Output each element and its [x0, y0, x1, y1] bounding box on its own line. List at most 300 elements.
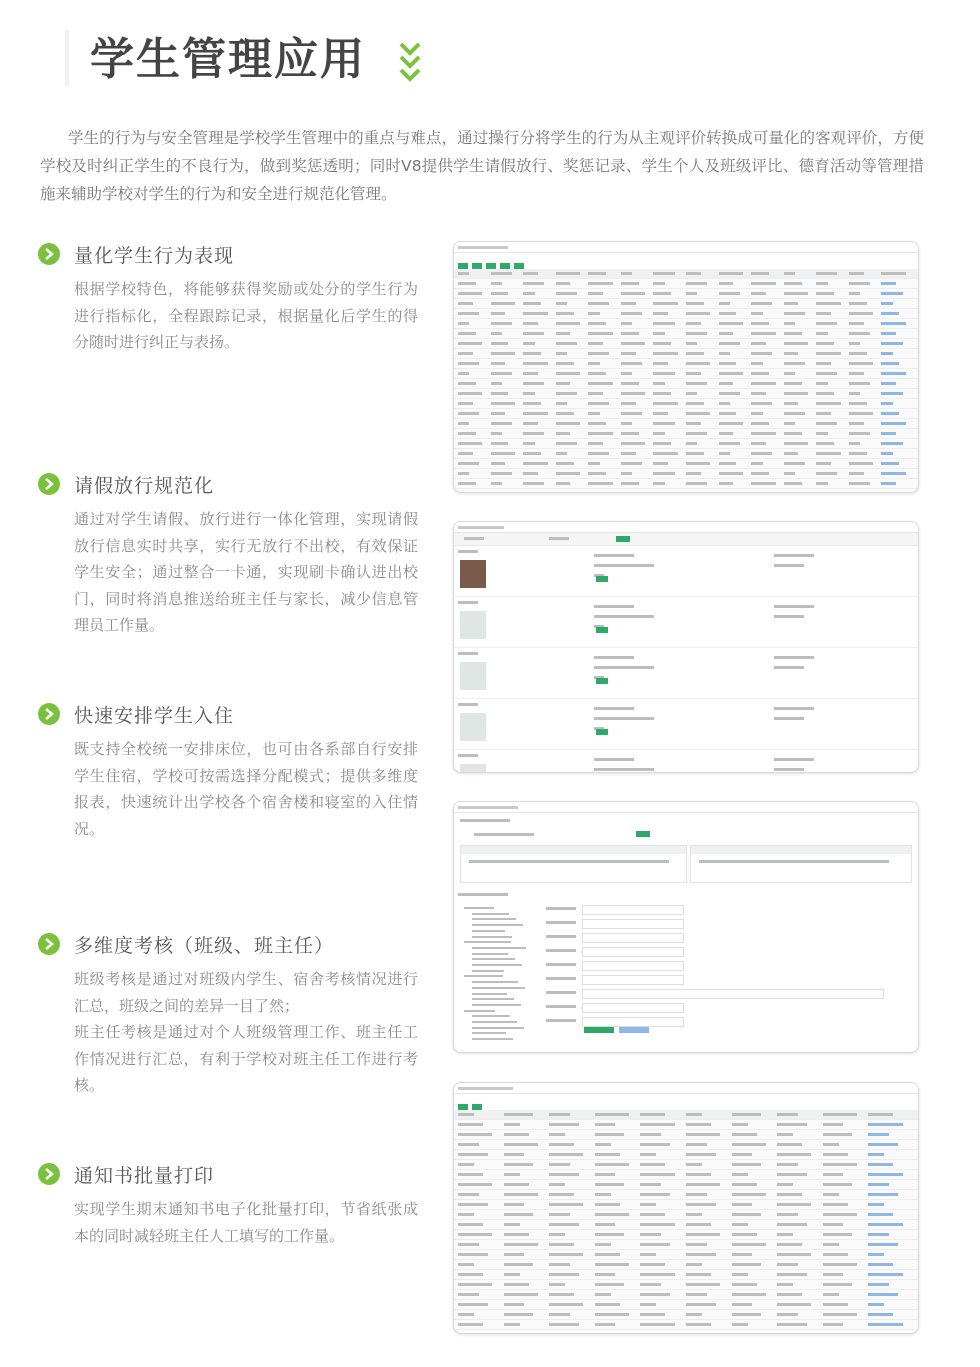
- table-cell: [458, 1223, 483, 1226]
- table-cell: [504, 1313, 534, 1316]
- table-cell: [784, 292, 808, 295]
- table-cell: [640, 1203, 656, 1206]
- double-chevron-down-icon: [398, 40, 422, 84]
- table-cell: [458, 1113, 474, 1116]
- table-row: [454, 439, 918, 449]
- leave-records: [454, 546, 918, 773]
- table-cell: [868, 1233, 889, 1236]
- table-cell: [640, 1273, 674, 1276]
- table-cell: [640, 1193, 670, 1196]
- table-cell: [504, 1213, 534, 1216]
- table-cell: [732, 1233, 757, 1236]
- table-cell: [640, 1143, 670, 1146]
- table-cell: [556, 462, 574, 465]
- tree-node: [472, 958, 515, 960]
- record-field: [774, 758, 814, 761]
- table-cell: [686, 352, 704, 355]
- table-cell: [504, 1293, 538, 1296]
- table-cell: [751, 392, 766, 395]
- table-cell: [868, 1293, 898, 1296]
- table-cell: [686, 442, 697, 445]
- table-cell: [751, 312, 762, 315]
- table-row: [454, 429, 918, 439]
- table-row: [454, 399, 918, 409]
- table-cell: [784, 412, 805, 415]
- form-input: [582, 1017, 684, 1027]
- table-cell: [784, 492, 808, 493]
- table-cell: [458, 492, 482, 493]
- table-cell: [849, 422, 864, 425]
- table-cell: [523, 442, 534, 445]
- table-cell: [686, 492, 697, 493]
- table-cell: [732, 1303, 753, 1306]
- table-cell: [549, 1253, 583, 1256]
- table-cell: [881, 432, 896, 435]
- record-field: [458, 703, 478, 706]
- table-cell: [686, 1113, 702, 1116]
- tree-node: [472, 1027, 524, 1029]
- form-panel: [542, 907, 902, 1047]
- table-cell: [653, 352, 677, 355]
- table-cell: [784, 422, 795, 425]
- table-cell: [595, 1113, 629, 1116]
- table-cell: [823, 1313, 857, 1316]
- table-row: [454, 479, 918, 489]
- table-cell: [868, 1143, 898, 1146]
- table-cell: [686, 1303, 716, 1306]
- table-cell: [595, 1253, 620, 1256]
- table-cell: [732, 1283, 757, 1286]
- table-cell: [523, 302, 541, 305]
- tree-node: [472, 1038, 513, 1040]
- table-cell: [653, 412, 668, 415]
- table-cell: [849, 482, 870, 485]
- table-cell: [868, 1303, 884, 1306]
- table-cell: [588, 352, 609, 355]
- table-cell: [504, 1183, 529, 1186]
- table-cell: [504, 1123, 520, 1126]
- form-label: [546, 949, 576, 952]
- feature-multi-assessment: [38, 930, 418, 1099]
- table-cell: [849, 332, 870, 335]
- table-cell: [523, 352, 541, 355]
- table-cell: [556, 362, 574, 365]
- table-cell: [491, 352, 515, 355]
- table-cell: [751, 442, 766, 445]
- table-cell: [719, 492, 740, 493]
- table-row: [454, 389, 918, 399]
- table-cell: [640, 1303, 656, 1306]
- table-cell: [458, 462, 479, 465]
- table-cell: [549, 1173, 579, 1176]
- tree-node: [472, 987, 525, 989]
- table-cell: [823, 1123, 844, 1126]
- feature-title: 通知书批量打印: [74, 1164, 215, 1187]
- table-row: [454, 449, 918, 459]
- table-cell: [816, 402, 840, 405]
- table-cell: [816, 282, 827, 285]
- table-row: [454, 289, 918, 299]
- form-label: [546, 921, 576, 924]
- table-row: [454, 1160, 918, 1170]
- table-cell: [732, 1183, 757, 1186]
- table-cell: [458, 1163, 474, 1166]
- table-row: [454, 1290, 918, 1300]
- table-cell: [777, 1323, 807, 1326]
- table-cell: [823, 1163, 857, 1166]
- mini-table: [454, 269, 918, 493]
- feature-desc: 通过对学生请假、放行进行一体化管理，实现请假放行信息实时共享，实行无放行不出校，有效保证学生安全；通过整合一卡通，实现刷卡确认进出校门，同时将消息推送给班主任与家长，减少信息管理员工作量。: [74, 510, 418, 634]
- record-field: [594, 615, 654, 618]
- table-cell: [458, 452, 473, 455]
- table-cell: [653, 492, 671, 493]
- table-cell: [849, 342, 860, 345]
- table-row: [454, 339, 918, 349]
- table-cell: [777, 1133, 793, 1136]
- table-cell: [732, 1213, 762, 1216]
- table-cell: [732, 1253, 753, 1256]
- table-cell: [881, 322, 905, 325]
- table-cell: [640, 1313, 665, 1316]
- table-cell: [816, 332, 827, 335]
- record-field: [774, 554, 814, 557]
- table-cell: [549, 1193, 574, 1196]
- table-cell: [784, 372, 795, 375]
- table-cell: [816, 482, 827, 485]
- table-cell: [491, 272, 512, 275]
- table-cell: [549, 1163, 570, 1166]
- table-cell: [504, 1203, 525, 1206]
- table-cell: [686, 342, 697, 345]
- table-cell: [621, 492, 645, 493]
- table-cell: [881, 462, 899, 465]
- table-row: [454, 1140, 918, 1150]
- table-cell: [595, 1143, 611, 1146]
- student-photo: [460, 662, 486, 690]
- table-cell: [751, 372, 769, 375]
- table-cell: [751, 492, 766, 493]
- table-cell: [549, 1133, 565, 1136]
- table-cell: [732, 1113, 762, 1116]
- tree-node: [472, 1032, 506, 1034]
- table-cell: [621, 462, 642, 465]
- table-cell: [588, 312, 599, 315]
- table-row: [454, 1150, 918, 1160]
- table-cell: [653, 322, 674, 325]
- table-cell: [653, 292, 671, 295]
- form-input: [582, 961, 684, 971]
- feature-title: 请假放行规范化: [74, 474, 215, 497]
- table-cell: [751, 472, 769, 475]
- table-row: [454, 1270, 918, 1280]
- feature-title: 量化学生行为表现: [74, 244, 235, 267]
- record-field: [774, 666, 804, 669]
- table-cell: [849, 412, 873, 415]
- table-cell: [556, 402, 567, 405]
- table-cell: [595, 1243, 611, 1246]
- status-tag: [596, 627, 608, 633]
- table-cell: [686, 1203, 716, 1206]
- table-cell: [751, 282, 775, 285]
- table-cell: [523, 362, 547, 365]
- table-cell: [719, 312, 737, 315]
- table-cell: [751, 382, 775, 385]
- table-cell: [653, 382, 664, 385]
- table-cell: [868, 1213, 893, 1216]
- table-cell: [777, 1193, 802, 1196]
- table-cell: [686, 412, 710, 415]
- table-cell: [595, 1233, 625, 1236]
- form-label: [546, 935, 576, 938]
- table-cell: [719, 282, 734, 285]
- table-cell: [719, 382, 734, 385]
- table-cell: [458, 1273, 483, 1276]
- table-cell: [504, 1113, 534, 1116]
- table-cell: [653, 442, 671, 445]
- table-cell: [653, 472, 674, 475]
- table-cell: [556, 422, 580, 425]
- table-row: [454, 469, 918, 479]
- table-cell: [784, 312, 805, 315]
- table-cell: [777, 1263, 798, 1266]
- table-cell: [549, 1203, 583, 1206]
- table-cell: [458, 422, 469, 425]
- table-cell: [719, 402, 730, 405]
- table-cell: [719, 442, 740, 445]
- table-row: [454, 489, 918, 493]
- table-row: [454, 299, 918, 309]
- table-cell: [621, 452, 636, 455]
- table-cell: [719, 362, 737, 365]
- table-cell: [823, 1303, 848, 1306]
- table-cell: [640, 1293, 670, 1296]
- table-cell: [719, 452, 730, 455]
- table-cell: [719, 272, 743, 275]
- table-cell: [868, 1193, 898, 1196]
- table-cell: [549, 1223, 579, 1226]
- form-label: [546, 991, 576, 994]
- table-cell: [719, 462, 737, 465]
- table-cell: [556, 352, 567, 355]
- tree-node: [472, 970, 504, 972]
- table-cell: [686, 282, 707, 285]
- table-cell: [549, 1143, 574, 1146]
- table-cell: [686, 1183, 720, 1186]
- table-cell: [816, 472, 837, 475]
- feature-desc: 根据学校特色，将能够获得奖励或处分的学生行为进行指标化，全程跟踪记录，根据量化后学生的得分随时进行纠正与表扬。: [74, 280, 418, 351]
- record-field: [774, 656, 814, 659]
- table-cell: [595, 1133, 625, 1136]
- table-cell: [556, 392, 577, 395]
- feature-desc: 班级考核是通过对班级内学生、宿舍考核情况进行汇总，班级之间的差异一目了然；: [74, 970, 418, 1015]
- screenshot-leave-list: [453, 521, 919, 773]
- table-cell: [640, 1243, 670, 1246]
- table-cell: [732, 1223, 748, 1226]
- leave-record-item: [454, 546, 918, 597]
- table-cell: [653, 302, 677, 305]
- table-cell: [816, 442, 834, 445]
- table-cell: [504, 1323, 520, 1326]
- table-cell: [686, 1283, 720, 1286]
- table-cell: [719, 302, 730, 305]
- table-cell: [458, 432, 476, 435]
- table-cell: [621, 332, 639, 335]
- table-cell: [816, 462, 831, 465]
- table-row: [454, 1180, 918, 1190]
- table-cell: [784, 472, 795, 475]
- table-cell: [523, 412, 547, 415]
- table-cell: [777, 1173, 807, 1176]
- table-cell: [777, 1243, 802, 1246]
- form-input: [582, 933, 684, 943]
- table-cell: [732, 1243, 766, 1246]
- table-cell: [504, 1303, 525, 1306]
- table-cell: [686, 1213, 702, 1216]
- tree-panel: [460, 907, 530, 1047]
- table-cell: [556, 272, 580, 275]
- table-cell: [458, 342, 482, 345]
- table-cell: [868, 1173, 902, 1176]
- table-cell: [556, 332, 571, 335]
- table-row: [454, 1170, 918, 1180]
- table-cell: [823, 1233, 853, 1236]
- table-cell: [556, 442, 577, 445]
- table-cell: [504, 1173, 520, 1176]
- table-cell: [556, 482, 571, 485]
- tree-node: [472, 918, 516, 920]
- table-cell: [640, 1233, 661, 1236]
- table-cell: [640, 1263, 665, 1266]
- table-cell: [823, 1273, 844, 1276]
- table-cell: [849, 452, 867, 455]
- table-cell: [621, 312, 642, 315]
- table-cell: [653, 452, 677, 455]
- table-cell: [640, 1163, 665, 1166]
- table-cell: [881, 362, 899, 365]
- table-cell: [868, 1123, 902, 1126]
- table-cell: [458, 1193, 479, 1196]
- record-field: [774, 605, 814, 608]
- table-cell: [523, 462, 547, 465]
- table-cell: [777, 1123, 807, 1126]
- table-cell: [719, 322, 743, 325]
- table-cell: [653, 432, 664, 435]
- table-cell: [732, 1143, 766, 1146]
- table-cell: [621, 432, 639, 435]
- table-cell: [556, 372, 580, 375]
- table-cell: [523, 272, 538, 275]
- table-cell: [458, 1263, 474, 1266]
- table-cell: [823, 1223, 844, 1226]
- feature-batch-print: [38, 1160, 418, 1249]
- table-cell: [777, 1163, 798, 1166]
- table-cell: [549, 1183, 565, 1186]
- table-cell: [868, 1263, 893, 1266]
- table-cell: [653, 282, 664, 285]
- table-cell: [523, 452, 541, 455]
- table-cell: [777, 1273, 807, 1276]
- table-cell: [556, 412, 574, 415]
- table-cell: [588, 402, 609, 405]
- table-cell: [621, 402, 636, 405]
- table-cell: [849, 272, 864, 275]
- table-cell: [823, 1203, 848, 1206]
- tree-node: [472, 1004, 521, 1006]
- table-cell: [881, 372, 905, 375]
- table-cell: [458, 382, 476, 385]
- table-cell: [686, 1253, 716, 1256]
- table-cell: [816, 382, 827, 385]
- table-cell: [868, 1113, 893, 1116]
- table-cell: [523, 402, 541, 405]
- record-field: [594, 605, 634, 608]
- table-cell: [784, 362, 805, 365]
- table-cell: [751, 322, 769, 325]
- table-cell: [868, 1323, 902, 1326]
- table-cell: [458, 1283, 492, 1286]
- table-cell: [621, 302, 636, 305]
- table-cell: [556, 452, 567, 455]
- record-field: [594, 768, 654, 771]
- table-cell: [784, 392, 808, 395]
- table-cell: [751, 462, 762, 465]
- table-cell: [588, 412, 599, 415]
- table-cell: [556, 302, 567, 305]
- table-cell: [588, 442, 603, 445]
- table-cell: [686, 332, 707, 335]
- table-cell: [816, 362, 831, 365]
- table-cell: [868, 1133, 889, 1136]
- table-cell: [653, 392, 671, 395]
- table-cell: [653, 462, 668, 465]
- table-cell: [868, 1153, 884, 1156]
- table-cell: [881, 392, 902, 395]
- form-input: [582, 989, 884, 999]
- table-cell: [784, 402, 799, 405]
- table-cell: [491, 372, 512, 375]
- record-field: [774, 717, 804, 720]
- table-cell: [458, 442, 482, 445]
- table-cell: [588, 462, 599, 465]
- record-field: [594, 564, 654, 567]
- table-cell: [686, 1193, 707, 1196]
- table-cell: [458, 1183, 492, 1186]
- table-cell: [523, 332, 544, 335]
- table-cell: [823, 1173, 844, 1176]
- table-cell: [491, 462, 506, 465]
- table-cell: [549, 1283, 565, 1286]
- record-field: [458, 754, 478, 757]
- table-cell: [458, 482, 476, 485]
- status-tag: [596, 729, 608, 735]
- table-cell: [458, 372, 469, 375]
- table-row: [454, 279, 918, 289]
- table-cell: [491, 472, 512, 475]
- table-cell: [719, 392, 740, 395]
- table-header-row: [454, 1110, 918, 1120]
- feature-desc: 实现学生期末通知书电子化批量打印，节省纸张成本的同时减轻班主任人工填写的工作量。: [74, 1200, 418, 1245]
- table-cell: [458, 412, 479, 415]
- table-cell: [777, 1253, 811, 1256]
- form-input: [582, 905, 684, 915]
- table-cell: [491, 332, 502, 335]
- table-cell: [686, 1293, 707, 1296]
- table-cell: [588, 302, 609, 305]
- table-cell: [556, 472, 580, 475]
- table-cell: [621, 472, 632, 475]
- table-cell: [868, 1203, 884, 1206]
- table-cell: [588, 272, 606, 275]
